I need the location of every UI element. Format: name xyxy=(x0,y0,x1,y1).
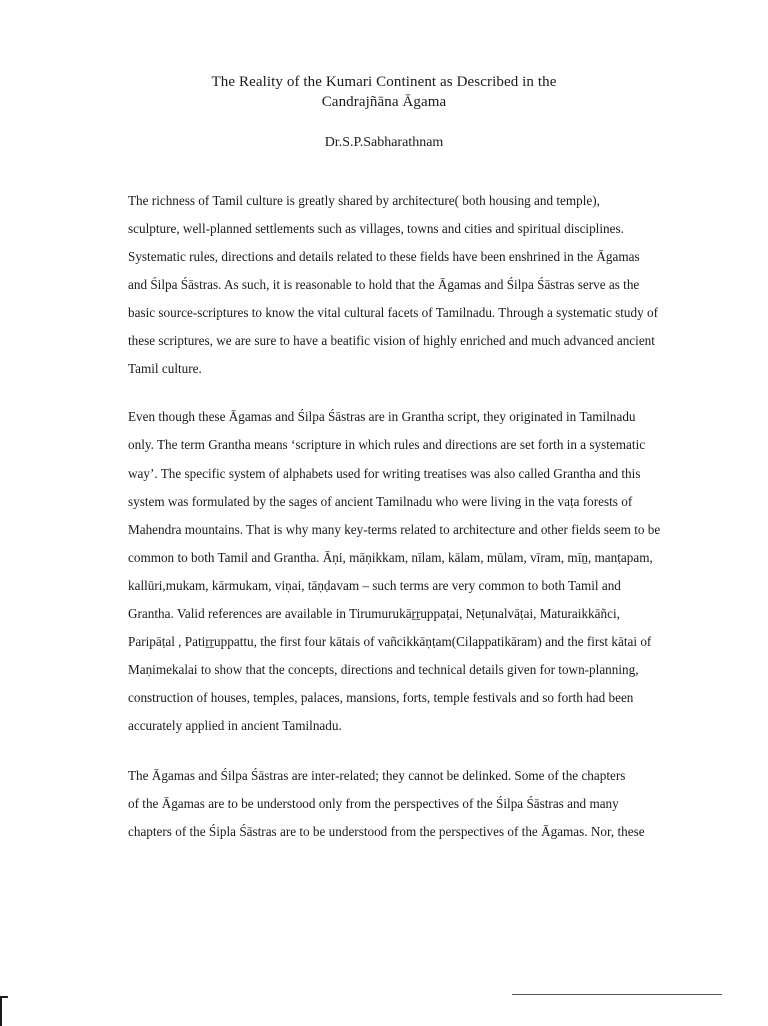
text-line: Tamil culture. xyxy=(128,361,202,376)
text-line: accurately applied in ancient Tamilnadu. xyxy=(128,718,342,733)
text-line: of the Āgamas are to be understood only from the perspectives of the Śilpa Śāstras and many xyxy=(128,796,619,811)
text-line: Grantha. Valid references are available in Tirumurukāṟṟuppaṭai, Neṭunalvāṭai, Maturaikkāñci, xyxy=(128,606,620,621)
text-line: chapters of the Śipla Śāstras are to be understood from the perspectives of the Āgamas. Nor, these xyxy=(128,824,645,839)
text-line: The richness of Tamil culture is greatly shared by architecture( both housing and temple), xyxy=(128,193,600,208)
text-line: system was formulated by the sages of ancient Tamilnadu who were living in the vaṭa forests of xyxy=(128,494,633,509)
text-line: way’. The specific system of alphabets used for writing treatises was also called Grantha and this xyxy=(128,466,641,481)
scan-rule-line xyxy=(512,994,722,995)
document-title-line-1: The Reality of the Kumari Continent as Described in the xyxy=(211,74,557,90)
text-line: Paripāṭal , Patiṟṟuppattu, the first four kātais of vañcikkāṇṭam(Cilappatikāram) and the first kātai of xyxy=(128,634,652,649)
text-line: Systematic rules, directions and details related to these fields have been enshrined in the Āgamas xyxy=(128,249,640,264)
text-line: these scriptures, we are sure to have a beatific vision of highly enriched and much advanced ancient xyxy=(128,333,655,348)
text-line: common to both Tamil and Grantha. Āṇi, māṇikkam, nīlam, kālam, mūlam, vīram, mīṉ, manṭapam, xyxy=(128,550,653,565)
scan-edge-mark xyxy=(0,996,8,1026)
document-title-line-2: Candrajñāna Āgama xyxy=(321,94,447,110)
text-line: basic source-scriptures to know the vital cultural facets of Tamilnadu. Through a systematic study of xyxy=(128,305,658,320)
text-line: only. The term Grantha means ‘scripture in which rules and directions are set forth in a systematic xyxy=(128,437,646,452)
text-line: and Śilpa Śāstras. As such, it is reasonable to hold that the Āgamas and Śilpa Śāstras serve as the xyxy=(128,277,640,292)
text-line: Mahendra mountains. That is why many key-terms related to architecture and other fields seem to be xyxy=(128,522,661,537)
text-line: sculpture, well-planned settlements such as villages, towns and cities and spiritual disciplines. xyxy=(128,221,624,236)
author-name: Dr.S.P.Sabharathnam xyxy=(324,135,444,150)
text-line: The Āgamas and Śilpa Śāstras are inter-related; they cannot be delinked. Some of the chapters xyxy=(128,768,626,783)
text-line: kallūri,mukam, kārmukam, viṇai, tāṇḍavam – such terms are very common to both Tamil and xyxy=(128,578,621,593)
text-line: Maṇimekalai to show that the concepts, directions and technical details given for town-planning, xyxy=(128,662,639,677)
text-line: construction of houses, temples, palaces, mansions, forts, temple festivals and so forth had been xyxy=(128,690,634,705)
text-line: Even though these Āgamas and Śilpa Śāstras are in Grantha script, they originated in Tamilnadu xyxy=(128,409,636,424)
